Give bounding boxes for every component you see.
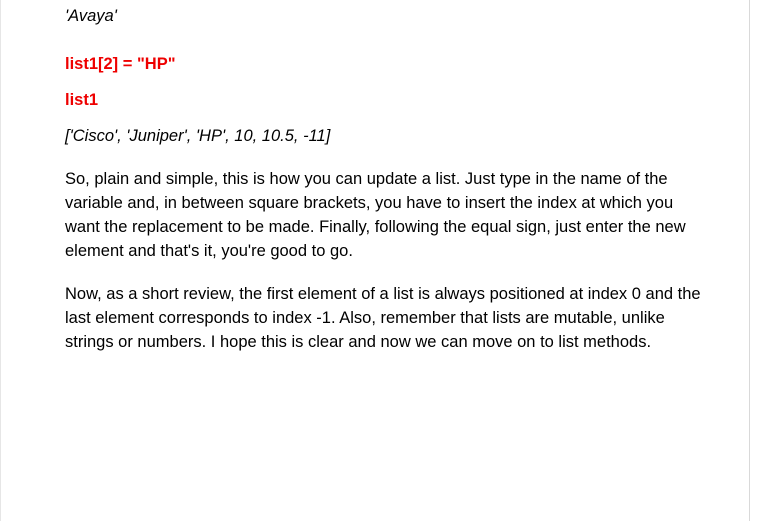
output-list: ['Cisco', 'Juniper', 'HP', 10, 10.5, -11]	[65, 127, 331, 145]
output-avaya: 'Avaya'	[65, 7, 117, 25]
code-list-assignment: list1[2] = "HP"	[65, 55, 176, 73]
code-list1: list1	[65, 91, 99, 109]
paragraph-review: Now, as a short review, the first element of a list is always positioned at index 0 and the last element corresponds to index -1. Also, remember that lists are mutable, unlike strings or numbers. I hope this is clear and now we can move on to list methods.	[65, 285, 701, 351]
paragraph-update-list: So, plain and simple, this is how you can update a list. Just type in the name of the variable and, in between square brackets, you have to insert the index at which you want the replacement to be made. Finally, following the equal sign, just enter the new element and that's it, you're good to go.	[65, 170, 686, 260]
